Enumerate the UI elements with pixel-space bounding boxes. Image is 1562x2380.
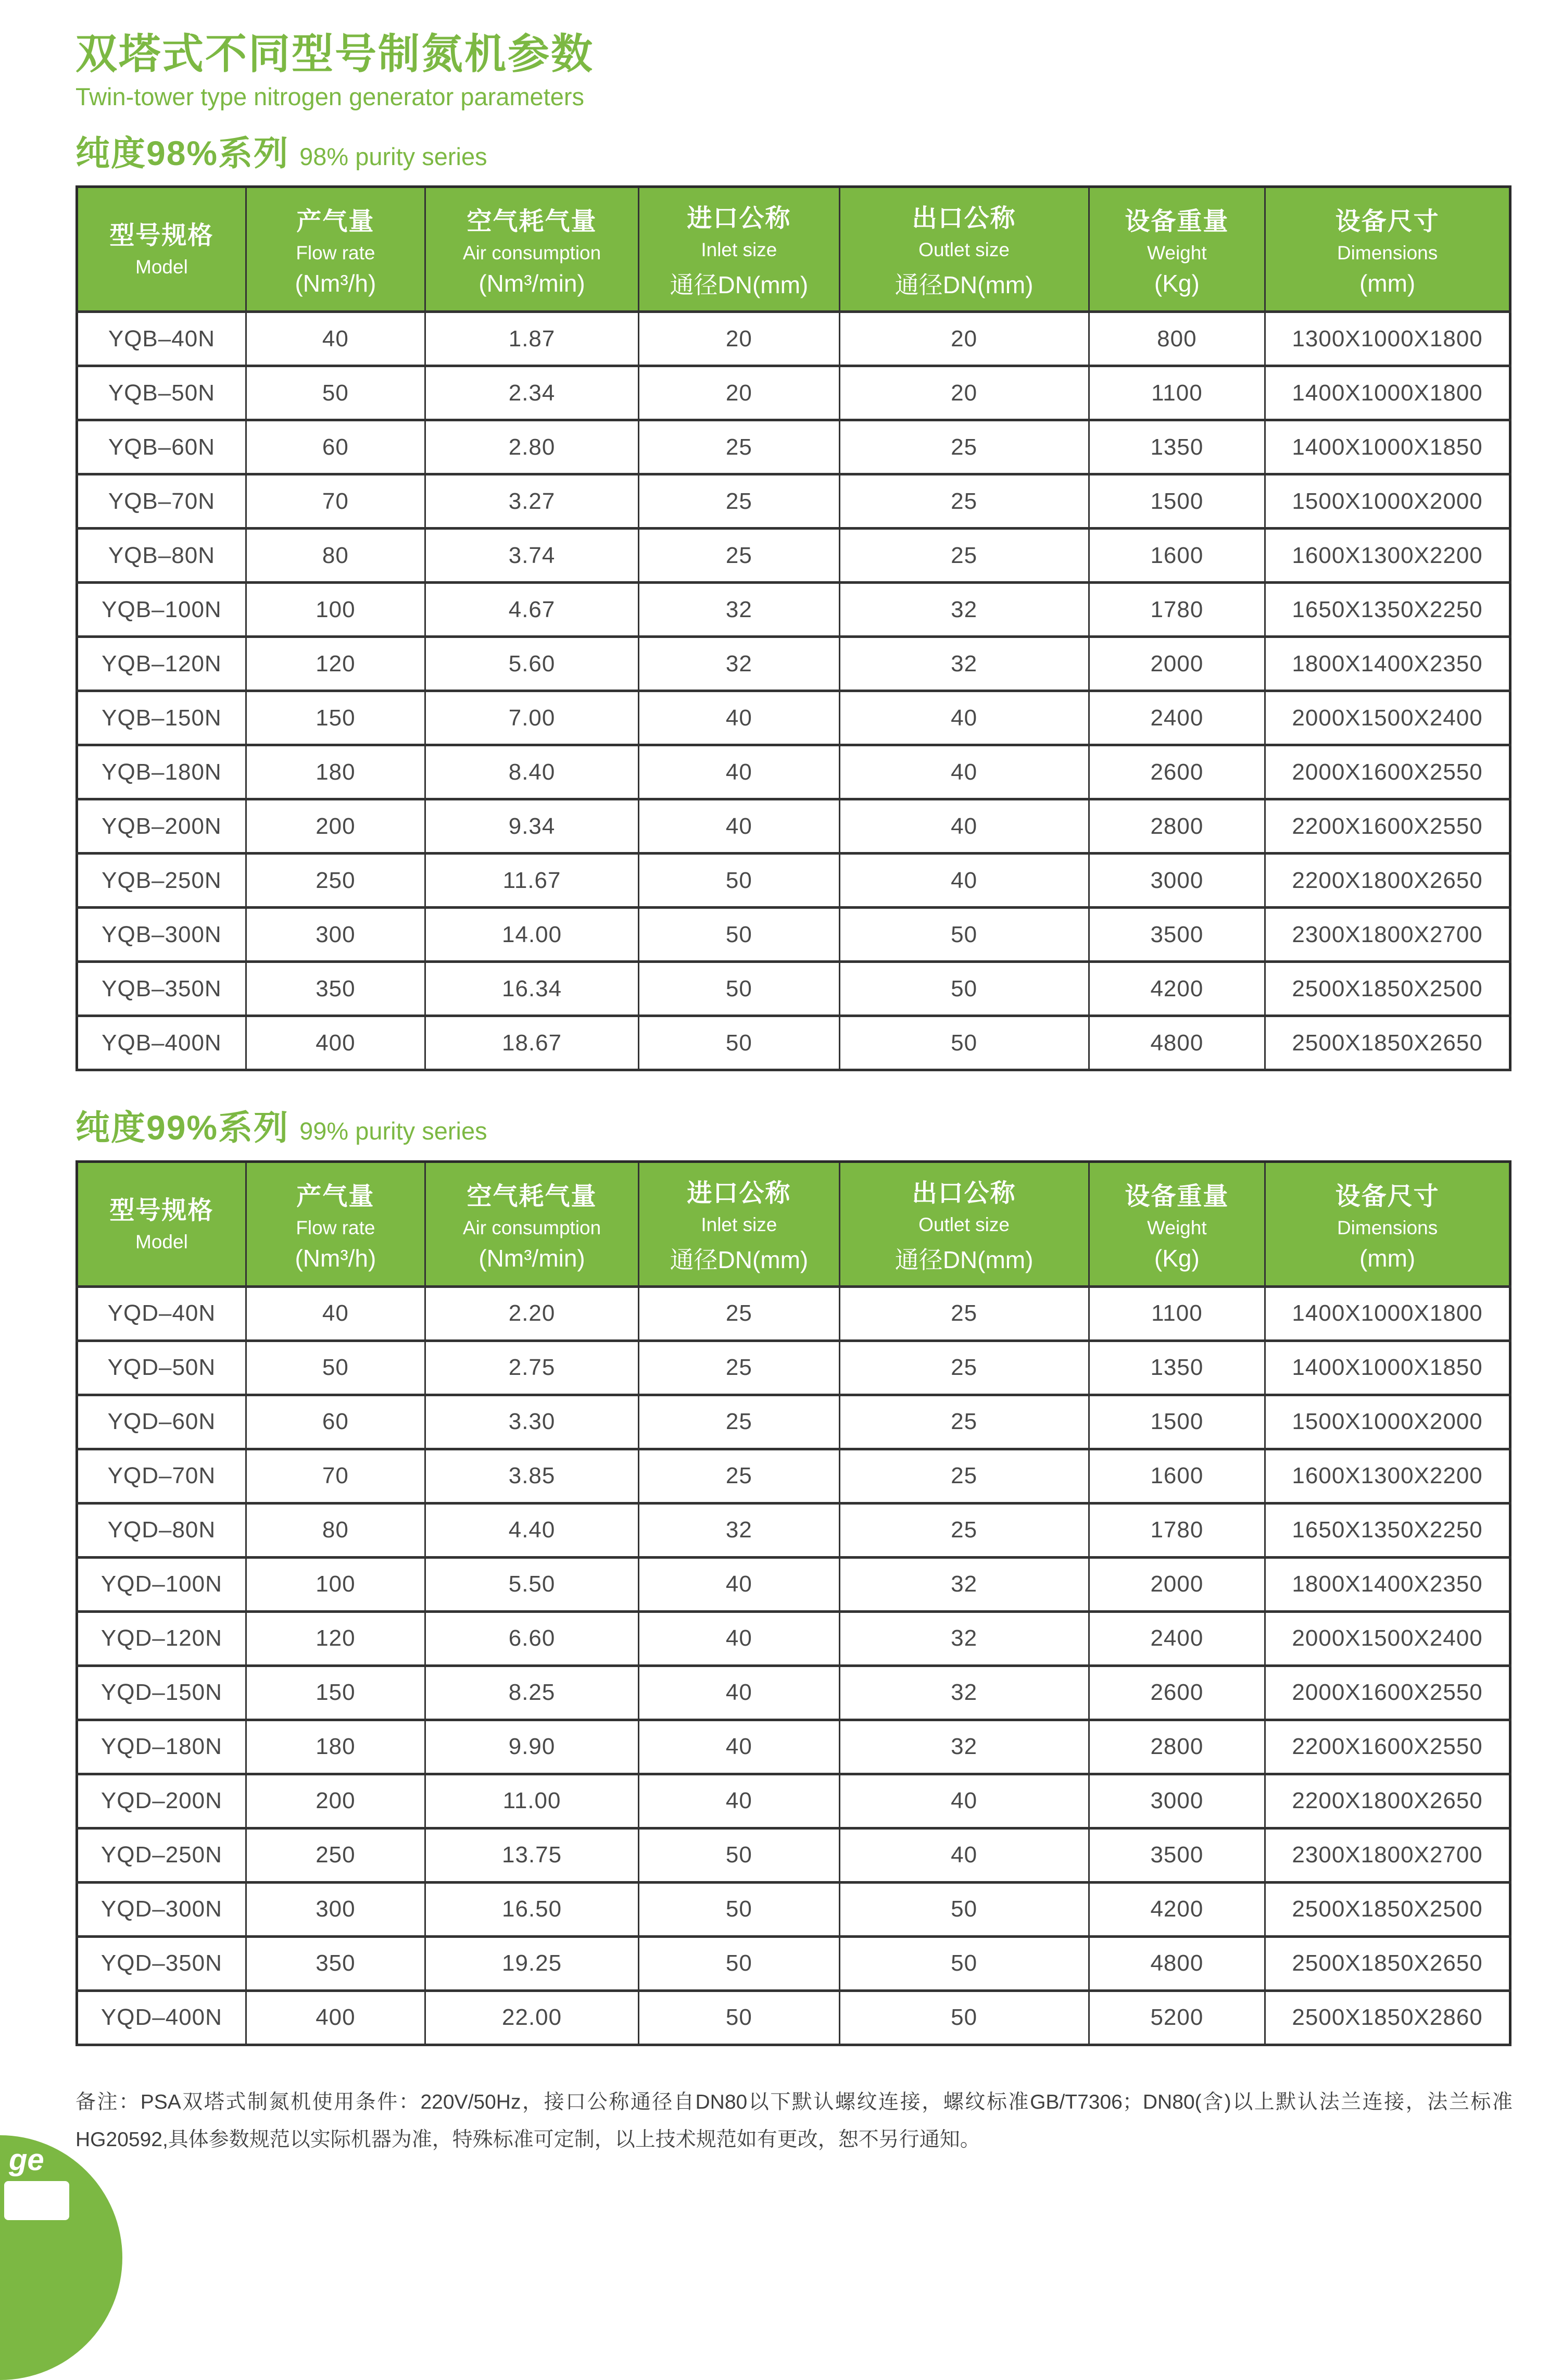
table-cell: 3.85 [425, 1449, 638, 1503]
table-cell: 2400 [1089, 691, 1265, 745]
table-cell: 40 [639, 745, 839, 799]
table-row [77, 1936, 1510, 1990]
page-subtitle: Twin-tower type nitrogen generator parameters [75, 83, 585, 110]
table-cell: YQB–250N [77, 854, 246, 908]
column-header [246, 187, 425, 312]
table-cell: 5.50 [425, 1557, 638, 1611]
table-header-row [77, 1161, 1510, 1286]
column-header-line: Outlet size [918, 239, 1010, 261]
table-cell: 1400X1000X1850 [1265, 420, 1510, 474]
table-cell: 2600 [1089, 745, 1265, 799]
table-cell: 50 [639, 908, 839, 962]
table-cell: 300 [246, 1882, 425, 1936]
table-row [77, 745, 1510, 799]
table-cell: 150 [246, 1665, 425, 1720]
table-cell: 120 [246, 637, 425, 691]
table-cell: 25 [639, 1341, 839, 1395]
table-cell: 1400X1000X1850 [1265, 1341, 1510, 1395]
column-header-line: (Kg) [1154, 1244, 1200, 1272]
table-cell: 1100 [1089, 366, 1265, 420]
column-header-line: 设备尺寸 [1335, 208, 1440, 236]
table-cell: 16.34 [425, 962, 638, 1016]
table-cell: 40 [639, 1611, 839, 1665]
table-cell: 2000X1500X2400 [1265, 691, 1510, 745]
table-row [77, 366, 1510, 420]
table-cell: 250 [246, 854, 425, 908]
page-badge-text: ge [9, 2143, 44, 2177]
table-cell: YQD–60N [77, 1395, 246, 1449]
table-cell: 1600 [1089, 529, 1265, 583]
table-row [77, 474, 1510, 529]
column-header-line: 空气耗气量 [467, 208, 597, 236]
table-cell: 16.50 [425, 1882, 638, 1936]
table-cell: 25 [839, 1503, 1089, 1557]
column-header-line: Dimensions [1337, 242, 1438, 264]
table-cell: YQD–70N [77, 1449, 246, 1503]
table-cell: 2500X1850X2650 [1265, 1936, 1510, 1990]
table-cell: 20 [839, 366, 1089, 420]
table-cell: 2.20 [425, 1286, 638, 1341]
table-row [77, 1395, 1510, 1449]
series-99-heading-en: 99% purity series [299, 1117, 487, 1145]
table-cell: 32 [839, 637, 1089, 691]
table-cell: 50 [639, 1828, 839, 1882]
column-header-line: (Nm³/min) [478, 270, 585, 297]
table-cell: 20 [839, 312, 1089, 366]
table-cell: 4200 [1089, 1882, 1265, 1936]
column-header-line: (mm) [1359, 270, 1416, 297]
table-cell: 2000X1600X2550 [1265, 745, 1510, 799]
table-cell: 400 [246, 1016, 425, 1070]
column-header-line: 设备尺寸 [1335, 1182, 1440, 1210]
series-98-heading-zh: 纯度98%系列 [75, 133, 289, 172]
table-cell: 2200X1600X2550 [1265, 799, 1510, 854]
table-cell: 2800 [1089, 1720, 1265, 1774]
column-header-line: Flow rate [296, 242, 375, 264]
table-cell: 3.27 [425, 474, 638, 529]
table-cell: 2200X1600X2550 [1265, 1720, 1510, 1774]
table-cell: 2500X1850X2650 [1265, 1016, 1510, 1070]
table-cell: 3000 [1089, 854, 1265, 908]
column-header [77, 187, 246, 312]
table-cell: 8.40 [425, 745, 638, 799]
table-cell: YQD–50N [77, 1341, 246, 1395]
column-header [246, 1161, 425, 1286]
series-98-table-body [77, 312, 1510, 1070]
column-header-line: 型号规格 [109, 222, 214, 250]
table-cell: 50 [246, 366, 425, 420]
table-cell: 50 [639, 1990, 839, 2045]
column-header-line: 通径DN(mm) [895, 1246, 1034, 1273]
table-cell: 32 [639, 1503, 839, 1557]
table-cell: 25 [839, 1286, 1089, 1341]
table-cell: 1600X1300X2200 [1265, 1449, 1510, 1503]
table-cell: 20 [639, 312, 839, 366]
series-99-heading [75, 1109, 1513, 1147]
table-cell: 1.87 [425, 312, 638, 366]
series-99-table [75, 1160, 1511, 2046]
series-98-table [75, 185, 1511, 1071]
table-cell: YQB–400N [77, 1016, 246, 1070]
table-cell: 40 [639, 1557, 839, 1611]
column-header [1089, 1161, 1265, 1286]
table-cell: 50 [839, 1990, 1089, 2045]
table-cell: YQB–350N [77, 962, 246, 1016]
column-header-line: 产气量 [296, 1182, 375, 1210]
table-row [77, 1341, 1510, 1395]
table-cell: YQD–200N [77, 1774, 246, 1828]
table-row [77, 1882, 1510, 1936]
table-cell: YQB–100N [77, 583, 246, 637]
table-row [77, 1611, 1510, 1665]
table-cell: 100 [246, 583, 425, 637]
table-cell: 2000 [1089, 1557, 1265, 1611]
table-row [77, 529, 1510, 583]
table-cell: 70 [246, 1449, 425, 1503]
column-header-line: Air consumption [462, 1217, 601, 1238]
table-cell: 50 [639, 1882, 839, 1936]
table-cell: 40 [246, 1286, 425, 1341]
table-cell: 6.60 [425, 1611, 638, 1665]
table-row [77, 1990, 1510, 2045]
table-cell: 50 [639, 854, 839, 908]
series-98-section [75, 134, 1513, 1072]
table-row [77, 1449, 1510, 1503]
table-cell: YQB–40N [77, 312, 246, 366]
table-row [77, 1720, 1510, 1774]
table-row [77, 691, 1510, 745]
table-cell: YQD–40N [77, 1286, 246, 1341]
table-cell: 1500 [1089, 1395, 1265, 1449]
table-row [77, 854, 1510, 908]
column-header-line: (Nm³/h) [295, 1244, 376, 1272]
table-cell: 40 [839, 854, 1089, 908]
table-cell: YQD–180N [77, 1720, 246, 1774]
table-cell: 2300X1800X2700 [1265, 1828, 1510, 1882]
table-cell: 40 [639, 799, 839, 854]
table-cell: 32 [839, 1611, 1089, 1665]
column-header-line: (Kg) [1154, 270, 1200, 297]
table-row [77, 962, 1510, 1016]
table-cell: 22.00 [425, 1990, 638, 2045]
table-cell: 32 [839, 1720, 1089, 1774]
table-cell: 300 [246, 908, 425, 962]
table-cell: 3.30 [425, 1395, 638, 1449]
column-header-line: Inlet size [701, 239, 777, 261]
page-title: 双塔式不同型号制氮机参数 [75, 31, 594, 77]
column-header-line: (mm) [1359, 1244, 1416, 1272]
table-cell: 50 [839, 1016, 1089, 1070]
table-cell: 40 [639, 691, 839, 745]
column-header-line: 型号规格 [109, 1196, 214, 1224]
column-header-line: 通径DN(mm) [670, 1246, 809, 1273]
table-cell: 11.67 [425, 854, 638, 908]
table-header-row [77, 187, 1510, 312]
column-header-line: 通径DN(mm) [895, 271, 1034, 299]
column-header [425, 187, 638, 312]
column-header [639, 187, 839, 312]
table-cell: 2200X1800X2650 [1265, 1774, 1510, 1828]
column-header-line: (Nm³/h) [295, 270, 376, 297]
column-header-line: Air consumption [462, 242, 601, 264]
table-cell: 32 [639, 583, 839, 637]
table-cell: 5.60 [425, 637, 638, 691]
column-header [1265, 187, 1510, 312]
table-cell: 60 [246, 1395, 425, 1449]
table-row [77, 1016, 1510, 1070]
table-cell: 32 [839, 1557, 1089, 1611]
column-header-line: Flow rate [296, 1217, 375, 1238]
table-row [77, 908, 1510, 962]
table-cell: YQB–50N [77, 366, 246, 420]
table-cell: 1600 [1089, 1449, 1265, 1503]
column-header-line: 出口公称 [912, 205, 1016, 233]
table-cell: 50 [839, 908, 1089, 962]
table-cell: 2500X1850X2860 [1265, 1990, 1510, 2045]
table-cell: 1400X1000X1800 [1265, 366, 1510, 420]
table-cell: 1300X1000X1800 [1265, 312, 1510, 366]
table-cell: 25 [639, 474, 839, 529]
column-header-line: 产气量 [296, 208, 375, 236]
table-cell: 2500X1850X2500 [1265, 962, 1510, 1016]
table-row [77, 1503, 1510, 1557]
table-cell: 1350 [1089, 1341, 1265, 1395]
table-cell: 25 [839, 474, 1089, 529]
table-cell: 4.67 [425, 583, 638, 637]
table-cell: 25 [839, 1395, 1089, 1449]
table-cell: 32 [839, 1665, 1089, 1720]
table-cell: 4800 [1089, 1016, 1265, 1070]
table-cell: 25 [839, 1341, 1089, 1395]
table-cell: YQD–250N [77, 1828, 246, 1882]
table-cell: 50 [839, 962, 1089, 1016]
table-cell: 50 [639, 1016, 839, 1070]
table-cell: 13.75 [425, 1828, 638, 1882]
page-badge-number-cut [4, 2181, 69, 2220]
table-cell: 3000 [1089, 1774, 1265, 1828]
column-header-line: Model [135, 1231, 188, 1252]
column-header-line: Model [135, 256, 188, 278]
table-cell: 50 [246, 1341, 425, 1395]
table-cell: 200 [246, 1774, 425, 1828]
column-header-line: 空气耗气量 [467, 1182, 597, 1210]
table-cell: 25 [639, 529, 839, 583]
table-cell: 1400X1000X1800 [1265, 1286, 1510, 1341]
table-cell: 50 [639, 962, 839, 1016]
table-cell: 2000X1600X2550 [1265, 1665, 1510, 1720]
table-cell: 1500X1000X2000 [1265, 474, 1510, 529]
table-cell: 1500 [1089, 474, 1265, 529]
table-row [77, 583, 1510, 637]
table-row [77, 1774, 1510, 1828]
table-cell: 2.80 [425, 420, 638, 474]
column-header-line: 设备重量 [1125, 1182, 1229, 1210]
table-cell: 3.74 [425, 529, 638, 583]
table-cell: YQD–120N [77, 1611, 246, 1665]
table-cell: 25 [639, 1286, 839, 1341]
table-cell: 50 [839, 1882, 1089, 1936]
table-cell: 50 [839, 1936, 1089, 1990]
table-row [77, 420, 1510, 474]
table-cell: 2200X1800X2650 [1265, 854, 1510, 908]
table-cell: 350 [246, 962, 425, 1016]
column-header-line: 出口公称 [912, 1179, 1016, 1207]
series-99-section [75, 1109, 1513, 2046]
column-header-line: (Nm³/min) [478, 1244, 585, 1272]
table-cell: 2800 [1089, 799, 1265, 854]
column-header-line: Inlet size [701, 1213, 777, 1235]
table-cell: 2000X1500X2400 [1265, 1611, 1510, 1665]
column-header-line: Weight [1147, 1217, 1207, 1238]
table-cell: YQD–80N [77, 1503, 246, 1557]
table-cell: YQD–100N [77, 1557, 246, 1611]
table-cell: 2.34 [425, 366, 638, 420]
table-cell: 2400 [1089, 1611, 1265, 1665]
table-cell: 7.00 [425, 691, 638, 745]
table-cell: 40 [839, 691, 1089, 745]
table-cell: 19.25 [425, 1936, 638, 1990]
table-cell: 40 [639, 1720, 839, 1774]
table-cell: 40 [839, 745, 1089, 799]
table-cell: 25 [839, 1449, 1089, 1503]
table-cell: 70 [246, 474, 425, 529]
table-row [77, 1286, 1510, 1341]
table-cell: 4800 [1089, 1936, 1265, 1990]
table-cell: 40 [639, 1774, 839, 1828]
table-cell: YQB–80N [77, 529, 246, 583]
column-header-line: 通径DN(mm) [670, 271, 809, 299]
table-cell: 200 [246, 799, 425, 854]
table-row [77, 1665, 1510, 1720]
table-cell: 1350 [1089, 420, 1265, 474]
table-cell: 25 [639, 1449, 839, 1503]
table-row [77, 1828, 1510, 1882]
table-cell: 5200 [1089, 1990, 1265, 2045]
table-cell: 18.67 [425, 1016, 638, 1070]
table-cell: 1650X1350X2250 [1265, 1503, 1510, 1557]
table-cell: YQD–350N [77, 1936, 246, 1990]
table-cell: 180 [246, 745, 425, 799]
column-header-line: 进口公称 [687, 205, 791, 233]
footnote: 备注：PSA双塔式制氮机使用条件：220V/50Hz，接口公称通径自DN80以下默认螺纹连接，螺纹标准GB/T7306；DN80(含)以上默认法兰连接，法兰标准HG20592,具体参数规范以实际机器为准，特殊标准可定制，以上技术规范如有更改，恕不另行通知。 [75, 2090, 1513, 2151]
table-cell: 400 [246, 1990, 425, 2045]
table-cell: 40 [839, 1828, 1089, 1882]
table-cell: 1800X1400X2350 [1265, 1557, 1510, 1611]
table-cell: 25 [639, 420, 839, 474]
table-cell: 2500X1850X2500 [1265, 1882, 1510, 1936]
table-cell: 32 [639, 637, 839, 691]
table-cell: 8.25 [425, 1665, 638, 1720]
table-cell: 4200 [1089, 962, 1265, 1016]
table-cell: YQD–400N [77, 1990, 246, 2045]
table-cell: 40 [839, 1774, 1089, 1828]
table-cell: 25 [839, 529, 1089, 583]
table-cell: YQD–150N [77, 1665, 246, 1720]
table-cell: 20 [639, 366, 839, 420]
column-header [639, 1161, 839, 1286]
column-header [425, 1161, 638, 1286]
table-cell: YQB–150N [77, 691, 246, 745]
table-cell: 4.40 [425, 1503, 638, 1557]
table-cell: 800 [1089, 312, 1265, 366]
table-cell: 3500 [1089, 1828, 1265, 1882]
column-header [77, 1161, 246, 1286]
column-header [1089, 187, 1265, 312]
table-cell: 250 [246, 1828, 425, 1882]
table-cell: YQB–200N [77, 799, 246, 854]
column-header [1265, 1161, 1510, 1286]
column-header [839, 187, 1089, 312]
table-cell: 1800X1400X2350 [1265, 637, 1510, 691]
table-row [77, 799, 1510, 854]
table-cell: 1600X1300X2200 [1265, 529, 1510, 583]
series-98-heading-en: 98% purity series [299, 142, 487, 170]
table-cell: 2600 [1089, 1665, 1265, 1720]
table-cell: 1100 [1089, 1286, 1265, 1341]
table-row [77, 312, 1510, 366]
table-cell: 25 [839, 420, 1089, 474]
column-header [839, 1161, 1089, 1286]
table-cell: 2.75 [425, 1341, 638, 1395]
table-cell: 2000 [1089, 637, 1265, 691]
table-cell: 40 [639, 1665, 839, 1720]
table-cell: 1780 [1089, 583, 1265, 637]
series-99-table-body [77, 1286, 1510, 2045]
table-cell: 100 [246, 1557, 425, 1611]
table-cell: 60 [246, 420, 425, 474]
table-cell: 80 [246, 529, 425, 583]
table-cell: 25 [639, 1395, 839, 1449]
column-header-line: Outlet size [918, 1213, 1010, 1235]
table-row [77, 1557, 1510, 1611]
table-cell: 350 [246, 1936, 425, 1990]
table-cell: 3500 [1089, 908, 1265, 962]
table-cell: 1650X1350X2250 [1265, 583, 1510, 637]
column-header-line: Dimensions [1337, 1217, 1438, 1238]
table-cell: 1500X1000X2000 [1265, 1395, 1510, 1449]
table-cell: 40 [839, 799, 1089, 854]
column-header-line: 进口公称 [687, 1179, 791, 1207]
table-cell: 2300X1800X2700 [1265, 908, 1510, 962]
table-cell: YQB–120N [77, 637, 246, 691]
table-cell: YQB–300N [77, 908, 246, 962]
table-cell: 11.00 [425, 1774, 638, 1828]
table-cell: 32 [839, 583, 1089, 637]
table-row [77, 637, 1510, 691]
table-cell: 150 [246, 691, 425, 745]
series-99-heading-zh: 纯度99%系列 [75, 1108, 289, 1147]
table-cell: YQB–70N [77, 474, 246, 529]
series-98-heading [75, 134, 1513, 172]
table-cell: 14.00 [425, 908, 638, 962]
table-cell: 9.34 [425, 799, 638, 854]
table-cell: 9.90 [425, 1720, 638, 1774]
table-cell: YQB–60N [77, 420, 246, 474]
column-header-line: 设备重量 [1125, 208, 1229, 236]
column-header-line: Weight [1147, 242, 1207, 264]
table-cell: YQB–180N [77, 745, 246, 799]
table-cell: 80 [246, 1503, 425, 1557]
table-cell: 120 [246, 1611, 425, 1665]
table-cell: 40 [246, 312, 425, 366]
table-cell: YQD–300N [77, 1882, 246, 1936]
table-cell: 1780 [1089, 1503, 1265, 1557]
table-cell: 180 [246, 1720, 425, 1774]
table-cell: 50 [639, 1936, 839, 1990]
